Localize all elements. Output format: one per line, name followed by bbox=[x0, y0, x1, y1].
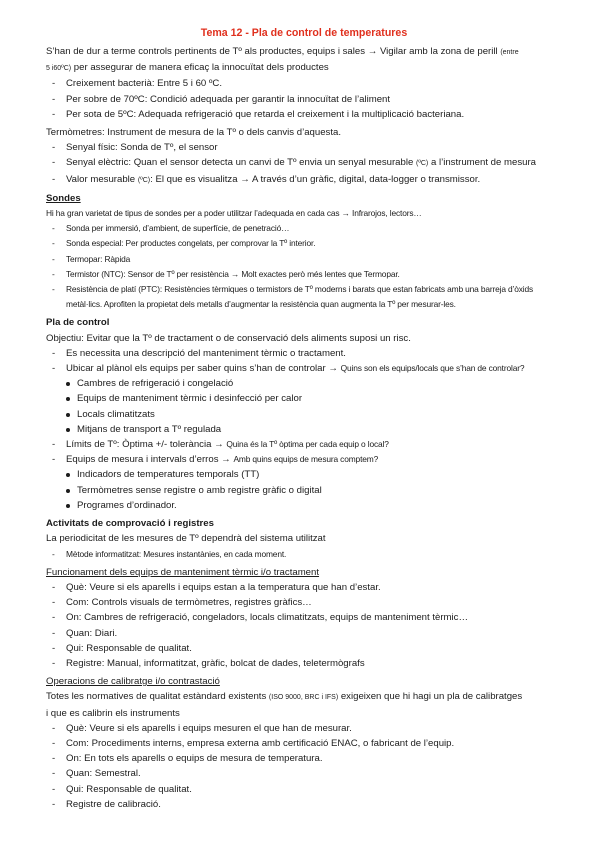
sublist-item: Indicadors de temperatures temporals (TT) bbox=[46, 467, 562, 482]
sublist-item: Equips de manteniment tèrmic i desinfecció per calor bbox=[46, 391, 562, 406]
intro-line2: per assegurar de manera eficaç la innocuïtat dels productes bbox=[73, 62, 329, 74]
item-question: Amb quins equips de mesura comptem? bbox=[233, 454, 379, 465]
sublist-item: Cambres de refrigeració i congelació bbox=[46, 376, 562, 391]
intro-paragraph bbox=[46, 44, 562, 60]
list-item: - Quan: Semestral. bbox=[46, 766, 562, 781]
control-plan-list bbox=[46, 346, 562, 513]
document-title: Tema 12 - Pla de control de temperatures bbox=[200, 27, 408, 39]
calibration-text bbox=[46, 689, 562, 705]
item-text-post: a l’instrument de mesura bbox=[430, 157, 536, 169]
probes-intro: Hi ha gran varietat de tipus de sondes per a poder utilitzar l’adequada en cada cas → Infrarojos, lectors… bbox=[46, 208, 422, 219]
item-note: (ºC) bbox=[137, 176, 151, 184]
list-item: - Registre de calibració. bbox=[46, 797, 562, 812]
intro-line1-note: (entre bbox=[500, 49, 519, 56]
item-note: (ºC) bbox=[415, 160, 429, 168]
list-item: - Com: Procediments interns, empresa externa amb certificació ENAC, o fabricant de l’equip. bbox=[46, 736, 562, 751]
intro-paragraph-cont bbox=[46, 60, 562, 76]
list-item bbox=[46, 140, 562, 155]
item-text: Valor mesurable bbox=[66, 173, 136, 185]
verification-heading: Activitats de comprovació i registres bbox=[46, 518, 214, 530]
list-item: - Qui: Responsable de qualitat. bbox=[46, 782, 562, 797]
list-item bbox=[46, 452, 562, 513]
sublist-item: Mitjans de transport a Tº regulada bbox=[46, 422, 562, 437]
calibration-text-pre: Totes les normatives de qualitat estàndard existents bbox=[46, 691, 267, 703]
list-item: - Quan: Diari. bbox=[46, 626, 562, 641]
sublist-item: Programes d’ordinador. bbox=[46, 498, 562, 513]
item-text: Senyal elèctric: Quan el sensor detecta un canvi de Tº envia un senyal mesurable bbox=[66, 157, 414, 169]
item-text: Equips de mesura i intervals d’erros → bbox=[66, 454, 231, 466]
list-item: - On: En tots els aparells o equips de mesura de temperatura. bbox=[46, 751, 562, 766]
list-item bbox=[46, 361, 562, 437]
thermometer-definition: Termòmetres: Instrument de mesura de la Tº o dels canvis d’aquesta. bbox=[46, 127, 342, 139]
intro-line2-note: 5 i60ºC) bbox=[46, 65, 72, 73]
list-item: - Per sobre de 70ºC: Condició adequada per garantir la innocuïtat de l’aliment bbox=[46, 92, 562, 107]
list-item: - Termopar: Ràpida bbox=[46, 252, 562, 267]
item-text: Ubicar al plànol els equips per saber quins s’han de controlar → bbox=[66, 363, 338, 375]
list-item: - Sonda per immersió, d’ambient, de superfície, de penetració… bbox=[46, 221, 562, 236]
functioning-heading: Funcionament dels equips de manteniment tèrmic i/o tractament bbox=[46, 566, 320, 578]
list-item: - Com: Controls visuals de termòmetres, registres gràfics… bbox=[46, 595, 562, 610]
list-item: - On: Cambres de refrigeració, congeladors, locals climatitzats, equips de manteniment tèrmic… bbox=[46, 610, 562, 625]
sublist-item: Locals climatitzats bbox=[46, 407, 562, 422]
control-plan-objective: Objectiu: Evitar que la Tº de tractament o de conservació dels aliments suposi un risc. bbox=[46, 332, 411, 344]
list-item: - Què: Veure si els aparells i equips estan a la temperatura que han d’estar. bbox=[46, 580, 562, 595]
list-item: - Resistència de platí (PTC): Resistències tèrmiques o termistors de Tº moderns i barats que estan fabricats amb una barreja d’òxids metàl·lics. Aprofiten la propietat dels metalls d’augmentar la resistència quan augmenta la Tº per mesurar-les. bbox=[46, 282, 562, 312]
probes-list bbox=[46, 221, 562, 312]
item-question: Quina és la Tº òptima per cada equip o local? bbox=[226, 439, 389, 450]
control-plan-heading: Pla de control bbox=[46, 317, 110, 329]
list-item: - Es necessita una descripció del manteniment tèrmic o tractament. bbox=[46, 346, 562, 361]
list-item bbox=[46, 155, 562, 171]
sublist bbox=[46, 467, 562, 513]
item-text: Límits de Tº: Òptima +/- tolerància → bbox=[66, 439, 224, 451]
intro-list bbox=[46, 76, 562, 122]
sublist-item: Termòmetres sense registre o amb registre gràfic o digital bbox=[46, 483, 562, 498]
calibration-list bbox=[46, 721, 562, 812]
list-item: - Mètode informatitzat: Mesures instantànies, en cada moment. bbox=[46, 547, 562, 562]
list-item: - Termistor (NTC): Sensor de Tº per resistència → Molt exactes però més lentes que Termopar. bbox=[46, 267, 562, 282]
calibration-text-post: exigeixen que hi hagi un pla de calibratges bbox=[340, 691, 523, 703]
calibration-text-line2: i que es calibrin els instruments bbox=[46, 707, 180, 719]
probes-heading: Sondes bbox=[46, 192, 81, 204]
list-item: - Creixement bacterià: Entre 5 i 60 ºC. bbox=[46, 76, 562, 91]
list-item: - Per sota de 5ºC: Adequada refrigeració que retarda el creixement i la multiplicació bacteriana. bbox=[46, 107, 562, 122]
list-item bbox=[46, 172, 562, 188]
intro-line1: S’han de dur a terme controls pertinents de Tº als productes, equips i sales → Vigilar amb la zona de perill bbox=[46, 46, 498, 57]
item-question: Quins son els equips/locals que s’han de controlar? bbox=[340, 363, 525, 374]
item-text: Senyal físic: Sonda de Tº, el sensor bbox=[66, 142, 218, 154]
thermometer-list bbox=[46, 140, 562, 188]
item-text-post: : El que es visualitza → A través d’un gràfic, digital, data-logger o transmissor. bbox=[150, 173, 481, 185]
verification-list bbox=[46, 547, 562, 562]
list-item: - Què: Veure si els aparells i equips mesuren el que han de mesurar. bbox=[46, 721, 562, 736]
functioning-list bbox=[46, 580, 562, 671]
verification-text: La periodicitat de les mesures de Tº dependrà del sistema utilitzat bbox=[46, 533, 326, 545]
calibration-heading: Operacions de calibratge i/o contrastació bbox=[46, 676, 220, 688]
list-item: - Qui: Responsable de qualitat. bbox=[46, 641, 562, 656]
list-item bbox=[46, 437, 562, 452]
sublist bbox=[46, 376, 562, 437]
calibration-text-note: (ISO 9000, BRC i IFS) bbox=[268, 694, 339, 702]
list-item: - Registre: Manual, informatitzat, gràfic, bolcat de dades, teletermògrafs bbox=[46, 656, 562, 671]
list-item: - Sonda especial: Per productes congelats, per comprovar la Tº interior. bbox=[46, 236, 562, 251]
